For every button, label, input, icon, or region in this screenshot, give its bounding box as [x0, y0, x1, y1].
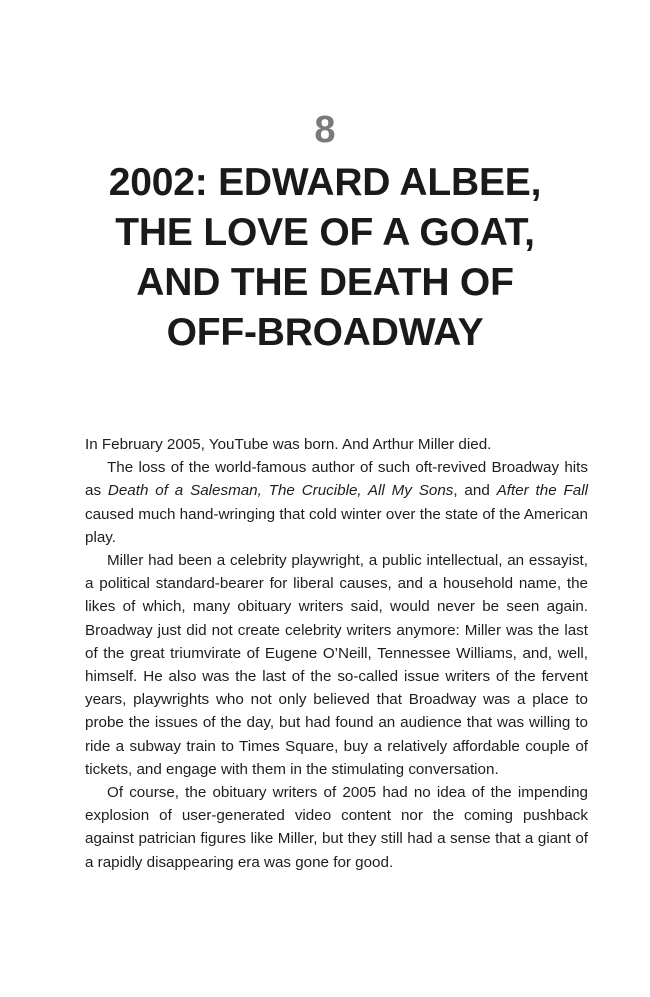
chapter-title-line: 2002: EDWARD ALBEE,: [108, 161, 542, 204]
chapter-body: [85, 433, 588, 874]
paragraph: In February 2005, YouTube was born. And Arthur Miller died.: [85, 436, 492, 453]
italic-title: After the Fall: [496, 482, 588, 500]
chapter-title: [60, 158, 590, 358]
text-run: caused much hand-wringing that cold winter over the state of the American play.: [85, 505, 588, 546]
chapter-title-line: AND THE DEATH OF: [136, 261, 514, 304]
text-run: , and: [453, 482, 497, 500]
text-run: The loss of the world-famous author of such oft-revived Broadway hits as: [85, 459, 588, 500]
paragraph: [85, 456, 588, 549]
paragraph: Of course, the obituary writers of 2005 had no idea of the impending explosion of user-generated video content nor the coming pushback against patrician figures like Miller, but they still had a sense that a giant of a rapidly disappearing era was gone for good.: [85, 784, 588, 871]
paragraph: Miller had been a celebrity playwright, a public intellectual, an essayist, a political standard-bearer for liberal causes, and a household name, the likes of which, many obituary writers said, would never be seen again. Broadway just did not create celebrity writers anymore: Miller was the last of the great triumvirate of Eugene O’Neill, Tennessee Williams, and, well, himself. He also was the last of the so-called issue writers of the fervent years, playwrights who not only believed that Broadway was a place to probe the issues of the day, but had found an audience that was willing to ride a subway train to Times Square, buy a relatively affordable couple of tickets, and engage with them in the stimulating conversation.: [85, 552, 588, 778]
chapter-title-line: THE LOVE OF A GOAT,: [115, 211, 535, 254]
chapter-title-line: OFF-BROADWAY: [166, 311, 484, 354]
chapter-number: 8: [314, 109, 336, 151]
italic-titles: Death of a Salesman, The Crucible, All My Sons: [107, 482, 454, 500]
